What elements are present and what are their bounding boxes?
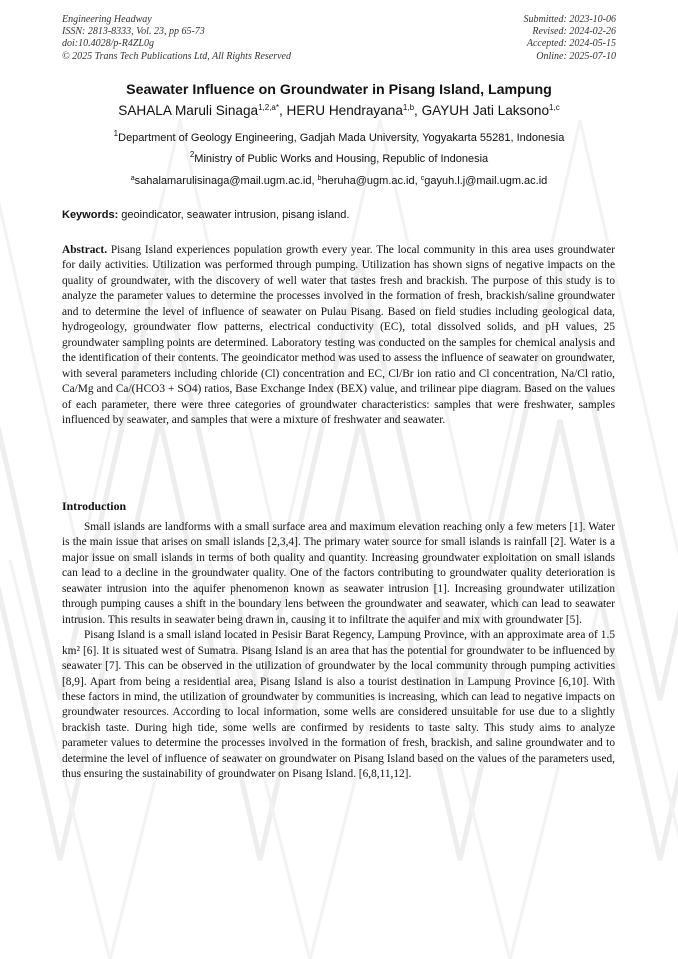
abstract-label: Abstract. (62, 244, 108, 256)
author-separator: , (414, 103, 422, 118)
email-address[interactable]: sahalamarulisinaga@mail.ugm.ac.id (134, 175, 312, 187)
keywords-label: Keywords: (62, 209, 119, 221)
online-date: Online: 2025-07-10 (536, 50, 616, 62)
email-marker: c (420, 175, 425, 182)
section-heading-introduction: Introduction (62, 499, 127, 513)
email-separator: , (311, 175, 318, 187)
doi-line: doi:10.4028/p-R4ZL0g (62, 38, 154, 50)
author-affiliation-marker: 1,b (402, 103, 415, 112)
email-marker: b (317, 175, 322, 182)
paragraph: Pisang Island is a small island located in Pesisir Barat Regency, Lampung Province, with an approximate area of 1.5 km² [6]. It is situated west of Sumatra. Pisang Island is an area that has the potential for groundwater to be influenced by seawater [7]. This can be observed in the utilization of groundwater by the local community through pumping activities [8,9]. Apart from being a residential area, Pisang Island is also a tourist destination in Lampung Province [6,10]. With these factors in mind, the utilization of groundwater by communities is increasing, which can lead to negative impacts on groundwater resources. According to local information, some wells are considered unsuitable for use due to a slightly brackish taste. During high tide, some wells are confirmed by residents to taste salty. This study aims to analyze parameter values to determine the processes involved in the formation of fresh, brackish, and saline groundwater and to determine the level of influence of seawater on groundwater on Pisang Island based on the values of the parameters used, thus ensuring the sustainability of groundwater on Pisang Island. [6,8,11,12]. (62, 629, 615, 781)
issn-line: ISSN: 2813-8333, Vol. 23, pp 65-73 (62, 26, 205, 38)
accepted-date: Accepted: 2024-05-15 (526, 38, 616, 50)
email-separator: , (414, 175, 421, 187)
affiliation-2 (0, 150, 678, 165)
copyright-line: © 2025 Trans Tech Publications Ltd, All Rights Reserved (62, 50, 291, 62)
author-emails (0, 175, 678, 187)
email-address[interactable]: heruha@ugm.ac.id (321, 175, 415, 187)
revised-date: Revised: 2024-02-26 (532, 26, 616, 38)
affiliation-1 (0, 129, 678, 144)
abstract (62, 243, 615, 428)
affiliation-text: Department of Geology Engineering, Gadjah Mada University, Yogyakarta 55281, Indonesia (118, 132, 565, 144)
paper-title: Seawater Influence on Groundwater in Pisang Island, Lampung (126, 82, 552, 98)
journal-header-left (62, 14, 291, 63)
author-affiliation-marker: 1,c (549, 103, 560, 112)
author-name: HERU Hendrayana (286, 103, 403, 118)
introduction-body (62, 520, 615, 783)
affiliation-marker: 2 (189, 150, 195, 159)
email-marker: a (130, 175, 135, 182)
journal-name: Engineering Headway (62, 14, 152, 25)
submitted-date: Submitted: 2023-10-06 (523, 14, 616, 25)
author-list (0, 103, 678, 118)
author-name: SAHALA Maruli Sinaga (118, 103, 259, 118)
paragraph: Small islands are landforms with a small surface area and maximum elevation reaching only a few meters [1]. Water is the main issue that arises on small islands [2,3,4]. The primary water source for small islands is rainfall [2]. Water is a major issue on small islands in terms of both quality and quantity. Increasing groundwater exploitation on small islands can lead to a decline in the groundwater quality. One of the factors contributing to groundwater quality deterioration is seawater intrusion into the aquifer phenomenon known as seawater intrusion [1]. Increasing groundwater utilization through pumping causes a shift in the boundary lens between the groundwater and seawater, which can lead to seawater intrusion. This results in seawater being drawn in, causing it to infiltrate the aquifer and mix with groundwater [5]. (62, 521, 615, 626)
author-affiliation-marker: 1,2,a* (258, 103, 279, 112)
affiliation-text: Ministry of Public Works and Housing, Republic of Indonesia (194, 153, 489, 165)
affiliation-marker: 1 (113, 129, 119, 138)
keywords (62, 209, 349, 221)
journal-header-right (524, 14, 617, 63)
email-address[interactable]: gayuh.l.j@mail.ugm.ac.id (424, 175, 548, 187)
keywords-text: geoindicator, seawater intrusion, pisang island. (118, 209, 350, 221)
author-name: GAYUH Jati Laksono (421, 103, 550, 118)
abstract-text: Pisang Island experiences population growth every year. The local community in this area uses groundwater for daily activities. Utilization was performed through pumping. Utilization has shown signs of negative impacts on the quality of groundwater, with the discovery of well water that tastes fresh and brackish. The purpose of this study is to analyze the parameter values to determine the processes involved in the formation of fresh, brackish/saline groundwater and to determine the level of influence of seawater on Pulau Pisang. Based on field studies including geological data, hydrogeology, groundwater flow patterns, electrical conductivity (EC), total dissolved solids, and pH values, 25 groundwater sampling points are determined. Laboratory testing was conducted on the samples for chemical analysis and the identification of their contents. The geoindicator method was used to assess the influence of seawater on groundwater, with several parameters including chloride (Cl) concentration and EC, Cl/Br ion ratio and Cl concentration, Na/Cl ratio, Ca/Mg and Ca/(HCO3 + SO4) ratios, Base Exchange Index (BEX) value, and trilinear pipe diagram. Based on the values of each parameter, there were three categories of groundwater characteristics: samples that were freshwater, samples influenced by seawater, and samples that were a mixture of freshwater and seawater. (62, 244, 615, 426)
author-separator: , (278, 103, 287, 118)
